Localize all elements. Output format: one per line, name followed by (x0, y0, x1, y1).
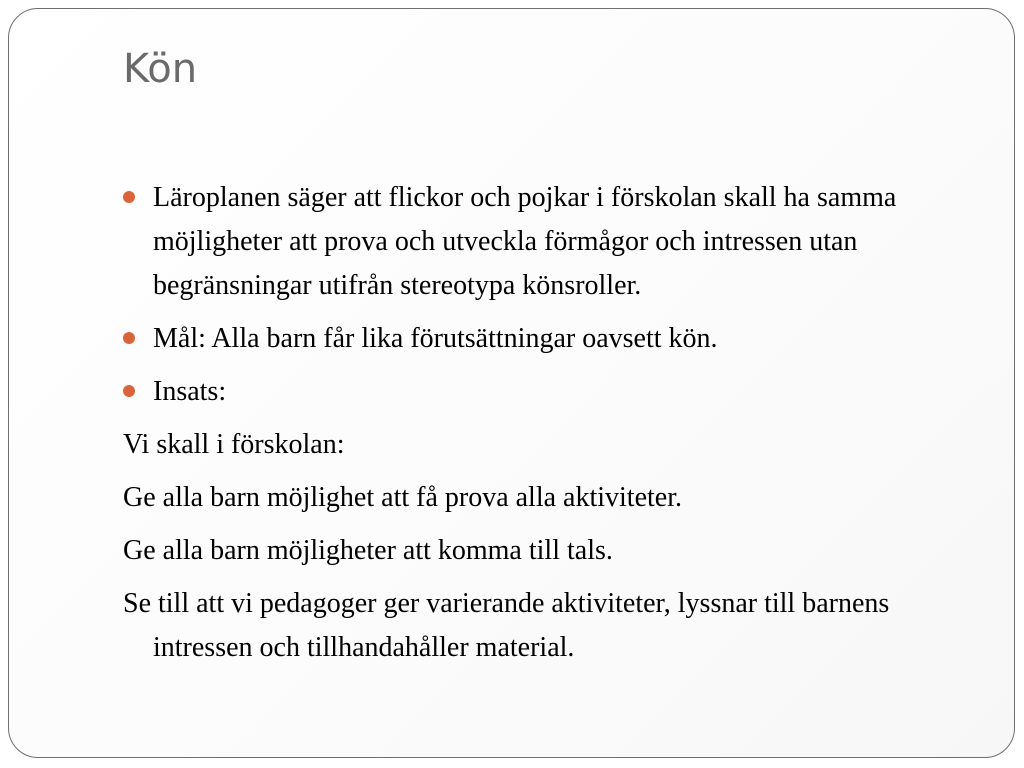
bullet-dot-icon (123, 191, 135, 203)
body-line (123, 423, 943, 467)
bullet-item (123, 370, 943, 414)
bullet-text: Insats: (153, 376, 227, 407)
bullet-dot-icon (123, 332, 135, 344)
body-line (123, 476, 943, 520)
body-line (123, 529, 943, 573)
body-line-text: Ge alla barn möjlighet att få prova alla aktiviteter. (123, 482, 683, 513)
body-line-text: Vi skall i förskolan: (123, 429, 345, 460)
bullet-item (123, 176, 943, 308)
slide-title: Kön (123, 46, 198, 92)
slide (8, 8, 1015, 758)
bullet-item (123, 317, 943, 361)
body-line-text: Ge alla barn möjligheter att komma till tals. (123, 535, 613, 566)
bullet-text: Mål: Alla barn får lika förutsättningar oavsett kön. (153, 323, 718, 354)
body-line-text: Se till att vi pedagoger ger varierande aktiviteter, lyssnar till barnens intressen och tillhandahåller material. (123, 588, 890, 663)
bullet-text: Läroplanen säger att flickor och pojkar i förskolan skall ha samma möjligheter att prova och utveckla förmågor och intressen utan begränsningar utifrån stereotypa könsroller. (153, 182, 897, 301)
bullet-dot-icon (123, 385, 135, 397)
slide-content (123, 176, 943, 679)
body-line (123, 582, 943, 670)
